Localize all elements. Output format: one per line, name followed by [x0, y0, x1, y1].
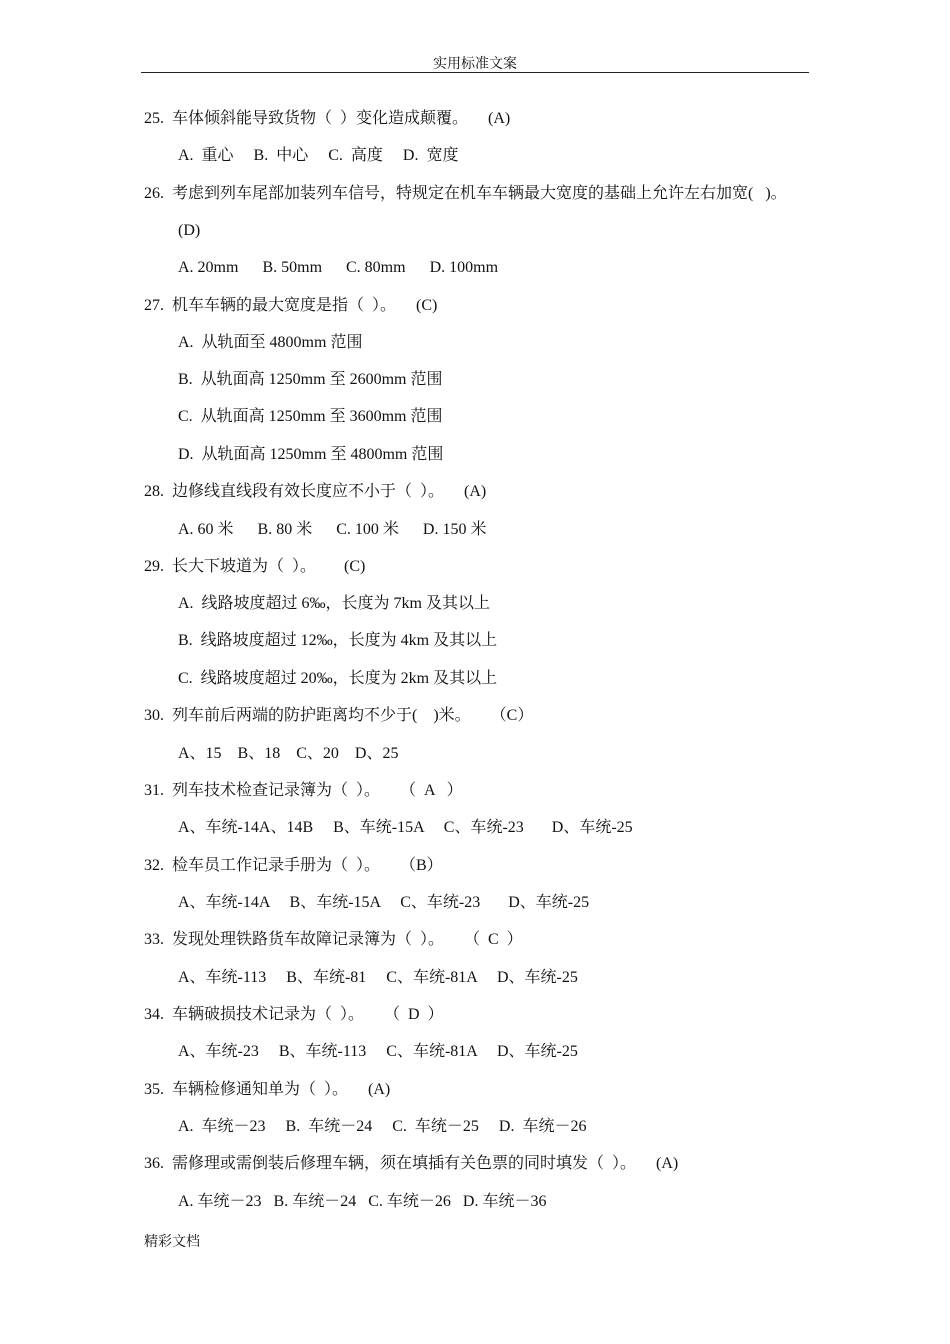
options-31: A、车统-14A、14B B、车统-15A C、车统-23 D、车统-25: [178, 819, 633, 836]
option-29-c: C. 线路坡度超过 20‰，长度为 2km 及其以上: [178, 670, 498, 687]
option-29-b: B. 线路坡度超过 12‰，长度为 4km 及其以上: [178, 632, 498, 649]
option-29-a: A. 线路坡度超过 6‰，长度为 7km 及其以上: [178, 595, 491, 612]
question-27: 27. 机车车辆的最大宽度是指（ ）。 (C): [144, 297, 438, 314]
options-36: A. 车统－23 B. 车统－24 C. 车统－26 D. 车统－36: [178, 1193, 547, 1210]
options-33: A、车统-113 B、车统-81 C、车统-81A D、车统-25: [178, 969, 578, 986]
question-35: 35. 车辆检修通知单为（ ）。 (A): [144, 1081, 391, 1098]
question-33: 33. 发现处理铁路货车故障记录簿为（ ）。 （ C ）: [144, 931, 523, 948]
options-28: A. 60 米 B. 80 米 C. 100 米 D. 150 米: [178, 521, 487, 538]
question-25: 25. 车体倾斜能导致货物（ ）变化造成颠覆。 (A): [144, 110, 511, 127]
page-header: 实用标准文案: [433, 57, 517, 72]
options-26: A. 20mm B. 50mm C. 80mm D. 100mm: [178, 259, 499, 276]
options-25: A. 重心 B. 中心 C. 高度 D. 宽度: [178, 147, 459, 164]
question-36: 36. 需修理或需倒装后修理车辆，须在填插有关色票的同时填发（ ）。 (A): [144, 1155, 679, 1172]
options-32: A、车统-14A B、车统-15A C、车统-23 D、车统-25: [178, 894, 590, 911]
answer-26: (D): [178, 222, 201, 239]
option-27-b: B. 从轨面高 1250mm 至 2600mm 范围: [178, 371, 443, 388]
option-27-c: C. 从轨面高 1250mm 至 3600mm 范围: [178, 408, 443, 425]
options-30: A、15 B、18 C、20 D、25: [178, 745, 399, 762]
question-31: 31. 列车技术检查记录簿为（ ）。 （ A ）: [144, 782, 463, 799]
options-35: A. 车统－23 B. 车统－24 C. 车统－25 D. 车统－26: [178, 1118, 587, 1135]
header-rule: [141, 72, 809, 73]
question-28: 28. 边修线直线段有效长度应不小于（ ）。 (A): [144, 483, 487, 500]
question-26: 26. 考虑到列车尾部加装列车信号，特规定在机车车辆最大宽度的基础上允许左右加宽( )。: [144, 185, 787, 202]
options-34: A、车统-23 B、车统-113 C、车统-81A D、车统-25: [178, 1043, 578, 1060]
question-29: 29. 长大下坡道为（ ）。 (C): [144, 558, 366, 575]
page-footer: 精彩文档: [144, 1235, 200, 1250]
option-27-d: D. 从轨面高 1250mm 至 4800mm 范围: [178, 446, 444, 463]
question-32: 32. 检车员工作记录手册为（ ）。 （B）: [144, 857, 443, 874]
question-30: 30. 列车前后两端的防护距离均不少于( )米。 （C）: [144, 707, 534, 724]
option-27-a: A. 从轨面至 4800mm 范围: [178, 334, 363, 351]
question-34: 34. 车辆破损技术记录为（ ）。 （ D ）: [144, 1006, 444, 1023]
